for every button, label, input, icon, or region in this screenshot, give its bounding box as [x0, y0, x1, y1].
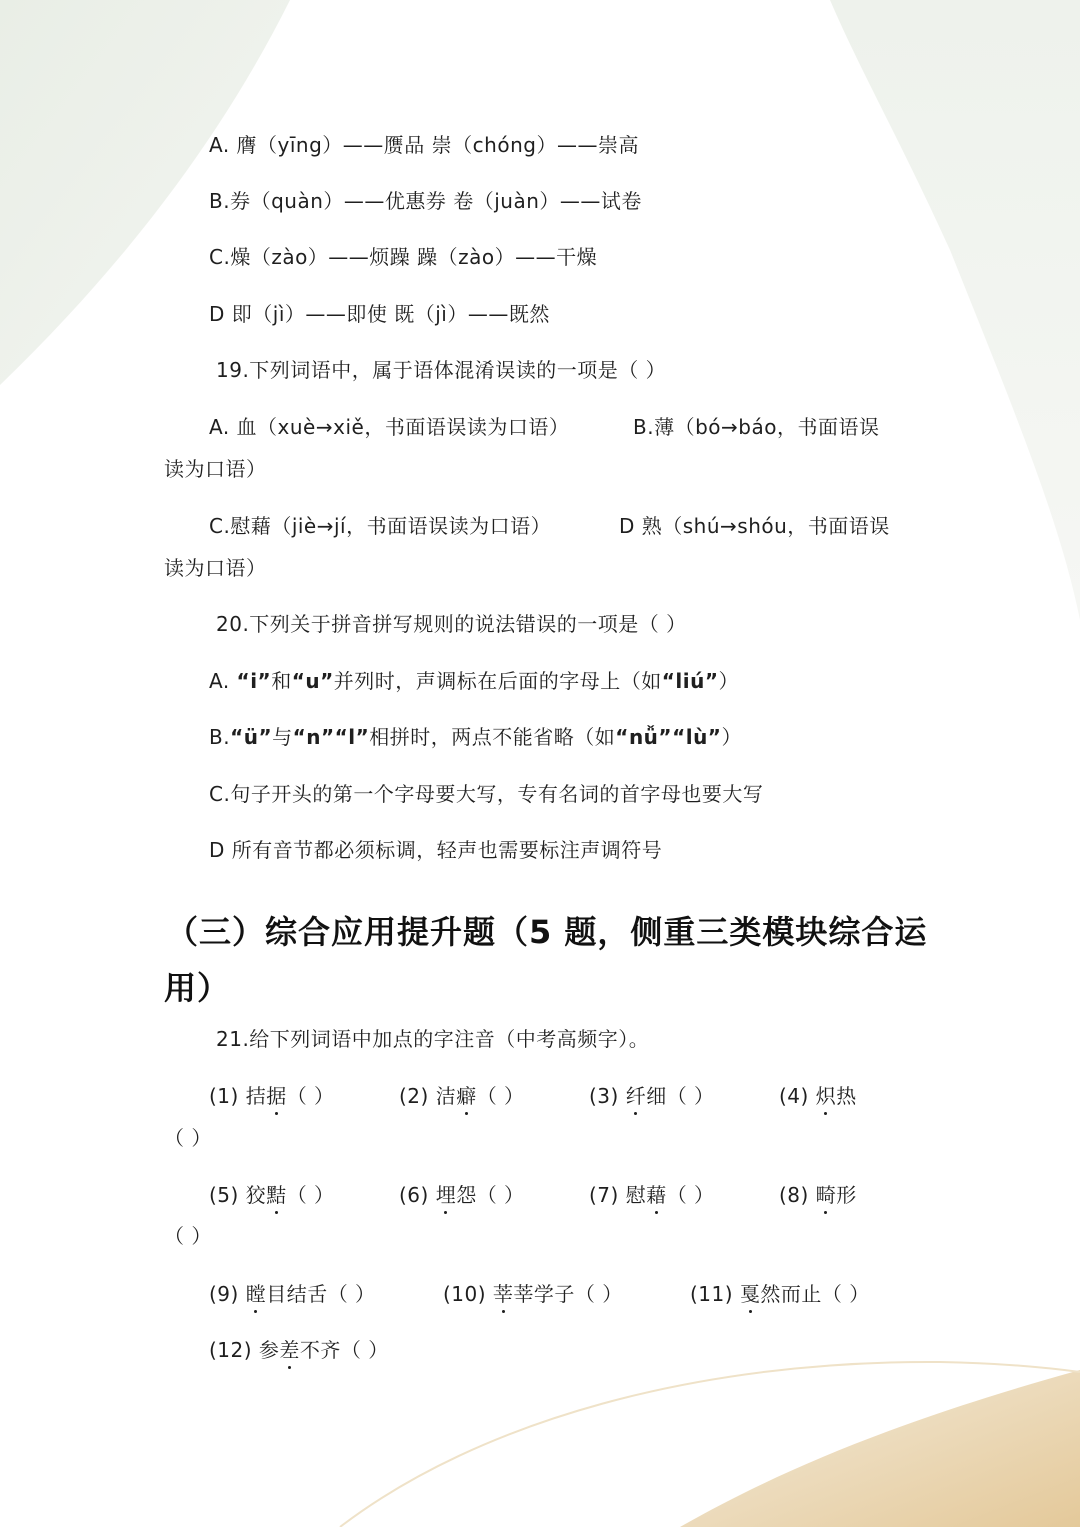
item-word-part: 莘学子	[513, 1282, 575, 1306]
item-number: (1)	[209, 1084, 239, 1108]
q20-a-text2: 并列时，声调标在后面的字母上（如	[333, 669, 662, 693]
q18-option-c: C.燥（zào）——烦躁 躁（zào）——干燥	[209, 245, 598, 269]
item-word-part: 目结舌	[266, 1282, 328, 1306]
section-heading-line1: （三）综合应用提升题（5 题，侧重三类模块综合运	[166, 913, 928, 951]
q19-option-a: A. 血（xuè→xiě，书面语误读为口语）	[209, 415, 570, 439]
q18-option-b: B.券（quàn）——优惠券 卷（juàn）——试卷	[209, 189, 642, 213]
item-number: (11)	[690, 1282, 734, 1306]
answer-blank: （ ）	[286, 1084, 335, 1108]
q20-a-quote-i: “i”	[236, 669, 272, 693]
dotted-char: 黠	[266, 1183, 287, 1207]
q20-b-quote-l: “l”	[334, 725, 370, 749]
dotted-char: 戛	[739, 1282, 761, 1306]
bottom-right-shape	[680, 1370, 1080, 1527]
q20-a-text1: 和	[271, 669, 292, 693]
item-word-part: 细	[646, 1084, 667, 1108]
q19-option-d: D 熟（shú→shóu，书面语误	[619, 514, 890, 538]
q19-option-c: C.慰藉（jiè→jí，书面语误读为口语）	[209, 514, 552, 538]
q20-b-quote-lu: “lù”	[672, 725, 722, 749]
item-word-part: 怨	[456, 1183, 477, 1207]
answer-blank: （ ）	[821, 1282, 870, 1306]
q21-item-8	[779, 1181, 857, 1209]
q21-item-5	[209, 1181, 335, 1209]
q20-stem: 20.下列关于拼音拼写规则的说法错误的一项是（ ）	[216, 612, 687, 636]
answer-blank: （ ）	[476, 1084, 525, 1108]
q19-option-b-continued: 读为口语）	[164, 457, 267, 481]
item-number: (10)	[443, 1282, 487, 1306]
q21-item-12	[209, 1336, 389, 1364]
dotted-char: 炽	[815, 1084, 837, 1108]
item-number: (5)	[209, 1183, 239, 1207]
item-word-part: 热	[836, 1084, 857, 1108]
item-number: (9)	[209, 1282, 239, 1306]
item-word-part: 洁	[435, 1084, 457, 1108]
dotted-char: 癖	[456, 1084, 477, 1108]
item-word-part: 拮	[245, 1084, 267, 1108]
dotted-char: 瞠	[245, 1282, 267, 1306]
section-heading-line2: 用）	[164, 969, 231, 1007]
item-word-part: 狡	[245, 1183, 267, 1207]
q20-b-letter: B.	[209, 725, 231, 749]
q20-a-quote-u: “u”	[291, 669, 334, 693]
q21-item-3	[589, 1082, 715, 1110]
dotted-char: 畸	[815, 1183, 837, 1207]
item-number: (7)	[589, 1183, 619, 1207]
q21-item-7	[589, 1181, 715, 1209]
item-word-part: 慰	[625, 1183, 647, 1207]
item-number: (8)	[779, 1183, 809, 1207]
q20-option-b	[209, 723, 742, 751]
q20-b-quote-u-umlaut: “ü”	[230, 725, 273, 749]
q19-stem: 19.下列词语中，属于语体混淆误读的一项是（ ）	[216, 358, 667, 382]
q20-a-letter: A.	[209, 669, 237, 693]
q20-option-a	[209, 667, 739, 695]
q19-option-b: B.薄（bó→báo，书面语误	[633, 415, 880, 439]
q20-b-text1: 与	[272, 725, 293, 749]
item-word-part: 然而止	[760, 1282, 822, 1306]
item-word-part: 参	[258, 1338, 280, 1362]
q21-item-10	[443, 1280, 623, 1308]
item-word-part: 形	[836, 1183, 857, 1207]
dotted-char: 纤	[625, 1084, 647, 1108]
item-number: (3)	[589, 1084, 619, 1108]
answer-blank: （ ）	[666, 1183, 715, 1207]
q20-b-text2: 相拼时，两点不能省略（如	[369, 725, 616, 749]
q19-option-d-continued: 读为口语）	[164, 556, 267, 580]
q21-item-9	[209, 1280, 376, 1308]
answer-blank: （ ）	[340, 1338, 389, 1362]
item-word-part: 不齐	[299, 1338, 341, 1362]
q21-item-4	[779, 1082, 857, 1110]
dotted-char: 莘	[492, 1282, 514, 1306]
q20-a-close: ）	[718, 669, 739, 693]
answer-blank: （ ）	[574, 1282, 623, 1306]
q18-option-d: D 即（jì）——即使 既（jì）——既然	[209, 302, 550, 326]
item-number: (12)	[209, 1338, 253, 1362]
dotted-char: 据	[266, 1084, 287, 1108]
q21-item-6	[399, 1181, 525, 1209]
answer-blank: （ ）	[286, 1183, 335, 1207]
q20-a-quote-liu: “liú”	[661, 669, 719, 693]
q18-option-a: A. 膺（yīng）——赝品 崇（chóng）——崇高	[209, 133, 639, 157]
q20-b-quote-n: “n”	[292, 725, 335, 749]
item-number: (2)	[399, 1084, 429, 1108]
dotted-char: 埋	[435, 1183, 457, 1207]
q20-b-quote-nv: “nǚ”	[615, 725, 673, 749]
answer-blank: （ ）	[666, 1084, 715, 1108]
q20-option-c: C.句子开头的第一个字母要大写，专有名词的首字母也要大写	[209, 782, 764, 806]
q20-b-close: ）	[721, 725, 742, 749]
item-number: (4)	[779, 1084, 809, 1108]
q21-item-2	[399, 1082, 525, 1110]
q20-option-d: D 所有音节都必须标调，轻声也需要标注声调符号	[209, 838, 663, 862]
dotted-char: 差	[279, 1338, 300, 1362]
dotted-char: 藉	[646, 1183, 667, 1207]
q21-item-1	[209, 1082, 335, 1110]
q21-stem: 21.给下列词语中加点的字注音（中考高频字）。	[216, 1027, 650, 1051]
q21-item-4-blank: （ ）	[164, 1126, 212, 1150]
q21-item-8-blank: （ ）	[164, 1224, 212, 1248]
answer-blank: （ ）	[327, 1282, 376, 1306]
q21-item-11	[690, 1280, 870, 1308]
answer-blank: （ ）	[476, 1183, 525, 1207]
item-number: (6)	[399, 1183, 429, 1207]
